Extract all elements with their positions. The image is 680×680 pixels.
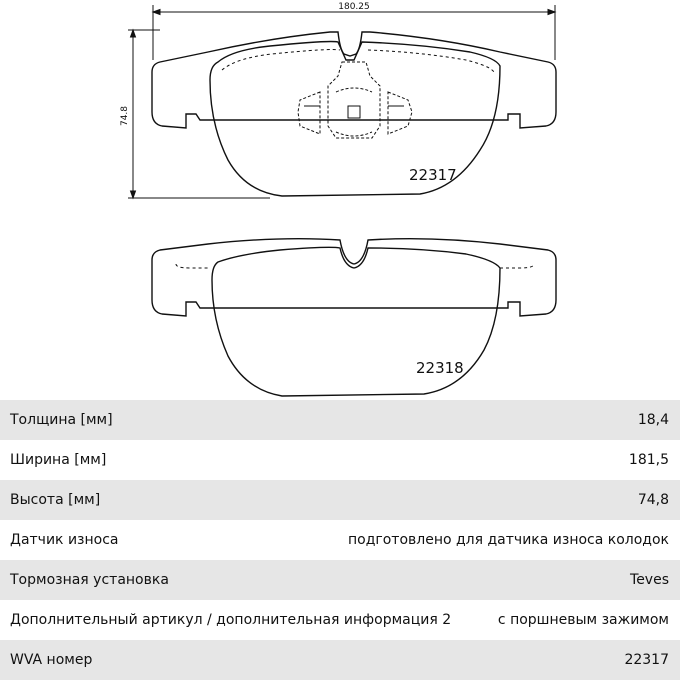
spec-row-additional-info	[0, 600, 680, 640]
spec-label: WVA номер	[10, 652, 93, 668]
pad-top-part-number: 22317	[409, 166, 457, 184]
spec-row-width	[0, 440, 680, 480]
spec-value: 22317	[624, 652, 669, 668]
spec-value: 74,8	[637, 492, 669, 508]
height-dimension-label: 74.8	[120, 105, 130, 127]
spec-value: 181,5	[628, 452, 669, 468]
spec-label: Тормозная установка	[10, 572, 169, 588]
width-dimension-label: 180.25	[338, 2, 370, 12]
spec-value: Teves	[630, 572, 669, 588]
spec-value: подготовлено для датчика износа колодок	[347, 532, 669, 548]
spec-value: с поршневым зажимом	[497, 612, 669, 628]
spec-row-wva-number	[0, 640, 680, 680]
width-dimension-line	[153, 5, 555, 60]
spec-row-wear-sensor	[0, 520, 680, 560]
spec-label: Толщина [мм]	[10, 412, 113, 428]
spec-label: Высота [мм]	[10, 492, 101, 508]
spec-row-thickness	[0, 400, 680, 440]
spec-row-height	[0, 480, 680, 520]
pad-bottom-part-number: 22318	[416, 359, 464, 377]
spec-row-brake-system	[0, 560, 680, 600]
height-dimension-line	[128, 30, 270, 198]
spec-label: Дополнительный артикул / дополнительная информация 2	[10, 612, 452, 628]
spec-label: Датчик износа	[10, 532, 119, 548]
brake-pad-bottom	[152, 239, 556, 396]
spec-value: 18,4	[637, 412, 669, 428]
brake-pad-top	[152, 32, 556, 196]
spec-label: Ширина [мм]	[10, 452, 107, 468]
specifications-table	[0, 400, 680, 680]
